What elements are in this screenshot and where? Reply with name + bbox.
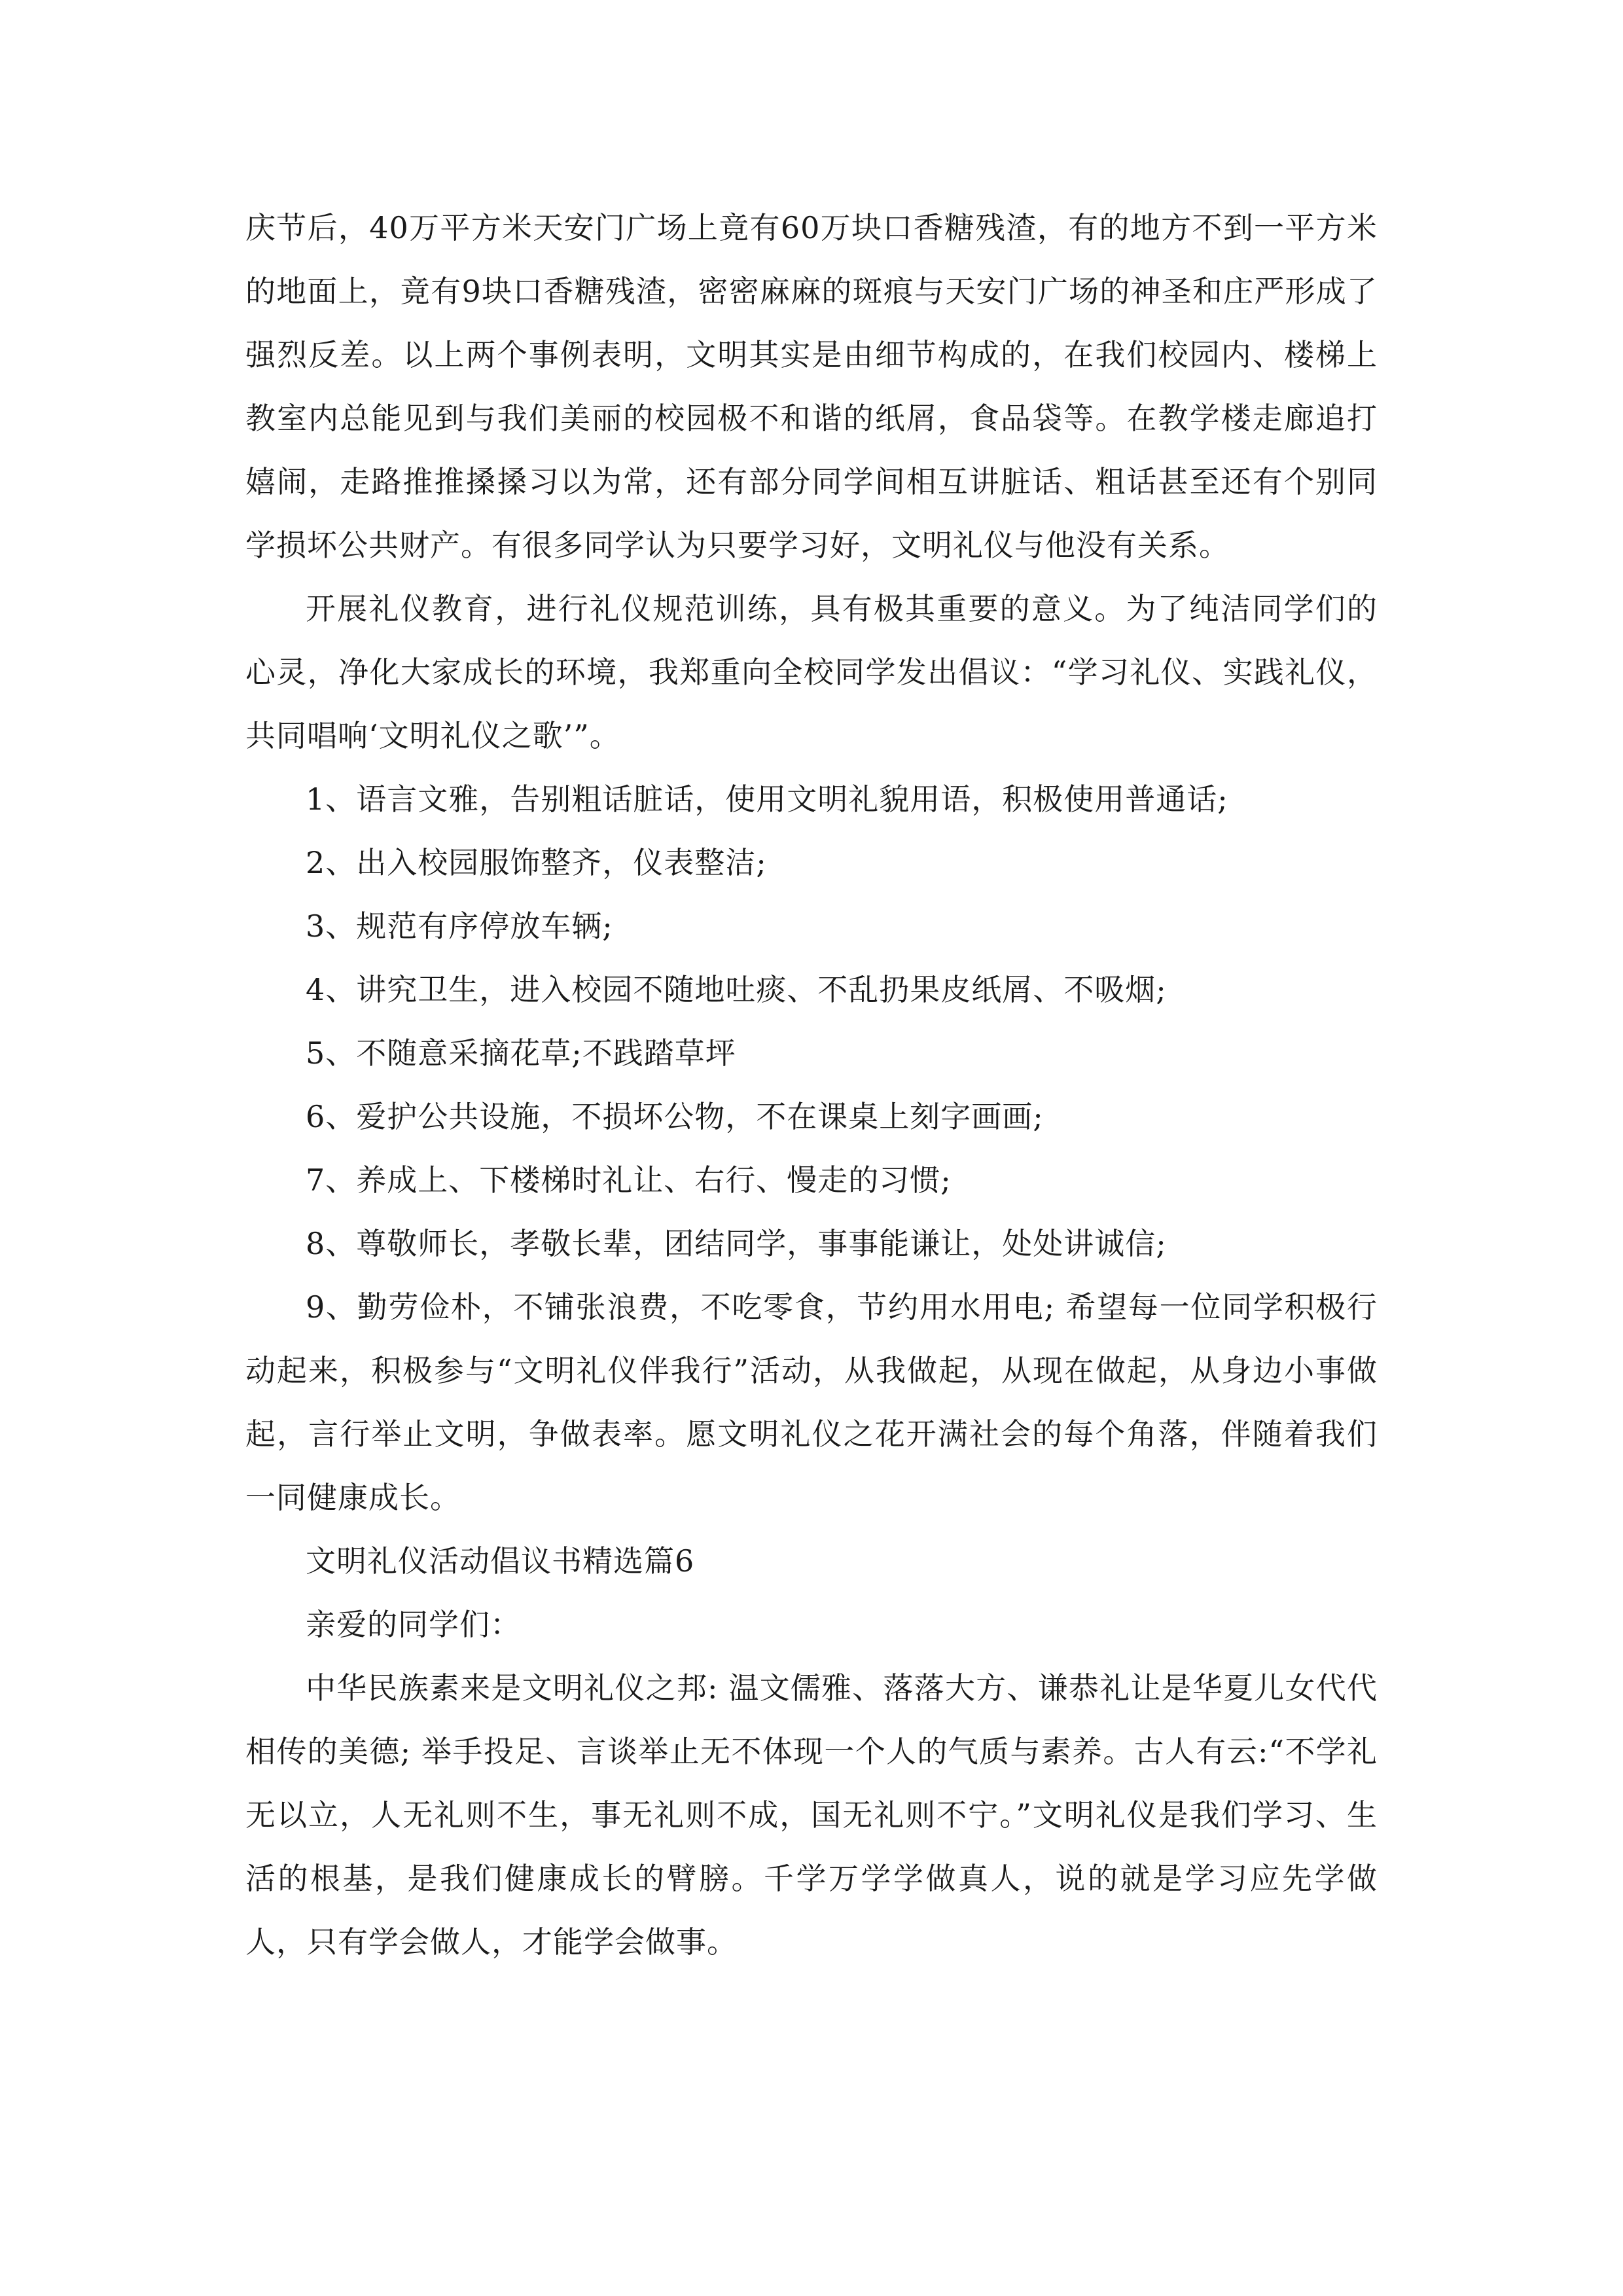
paragraph-body: 中华民族素来是文明礼仪之邦: 温文儒雅、落落大方、谦恭礼让是华夏儿女代代相传的美德; 举手投足、言谈举止无不体现一个人的气质与素养。古人有云:“不学礼无以立，人无礼则不生，事无礼则不成，国无礼则不宁。”文明礼仪是我们学习、生活的根基，是我们健康成长的臂膀。千学万学学做真人，说的就是学习应先学做人，只有学会做人，才能学会做事。 xyxy=(245,1670,1378,1960)
list-item-3: 3、规范有序停放车辆; xyxy=(306,908,613,944)
list-item-8: 8、尊敬师长，孝敬长辈，团结同学，事事能谦让，处处讲诚信; xyxy=(306,1226,1167,1261)
list-item-7: 7、养成上、下楼梯时礼让、右行、慢走的习惯; xyxy=(306,1162,952,1198)
section-heading: 文明礼仪活动倡议书精选篇6 xyxy=(306,1543,695,1579)
list-item-1: 1、语言文雅，告别粗话脏话，使用文明礼貌用语，积极使用普通话; xyxy=(306,781,1228,817)
list-item-5: 5、不随意采摘花草;不践踏草坪 xyxy=(306,1035,736,1071)
document-page xyxy=(245,196,1378,1974)
paragraph-continuation: 庆节后，40万平方米天安门广场上竟有60万块口香糖残渣，有的地方不到一平方米的地面上，竟有9块口香糖残渣，密密麻麻的斑痕与天安门广场的神圣和庄严形成了强烈反差。以上两个事例表明，文明其实是由细节构成的，在我们校园内、楼梯上教室内总能见到与我们美丽的校园极不和谐的纸屑，食品袋等。在教学楼走廊追打嬉闹，走路推推搡搡习以为常，还有部分同学间相互讲脏话、粗话甚至还有个别同学损坏公共财产。有很多同学认为只要学习好，文明礼仪与他没有关系。 xyxy=(245,210,1378,563)
paragraph-proposal-intro: 开展礼仪教育，进行礼仪规范训练，具有极其重要的意义。为了纯洁同学们的心灵，净化大家成长的环境，我郑重向全校同学发出倡议：“学习礼仪、实践礼仪，共同唱响‘文明礼仪之歌’”。 xyxy=(245,591,1378,753)
list-item-2: 2、出入校园服饰整齐，仪表整洁; xyxy=(306,845,767,880)
salutation: 亲爱的同学们： xyxy=(306,1607,521,1642)
list-item-9: 9、勤劳俭朴，不铺张浪费，不吃零食，节约用水用电; 希望每一位同学积极行动起来，积极参与“文明礼仪伴我行”活动，从我做起，从现在做起，从身边小事做起，言行举止文明，争做表率。愿文明礼仪之花开满社会的每个角落，伴随着我们一同健康成长。 xyxy=(245,1289,1378,1515)
list-item-4: 4、讲究卫生，进入校园不随地吐痰、不乱扔果皮纸屑、不吸烟; xyxy=(306,972,1167,1007)
list-item-6: 6、爱护公共设施，不损坏公物，不在课桌上刻字画画; xyxy=(306,1099,1044,1134)
